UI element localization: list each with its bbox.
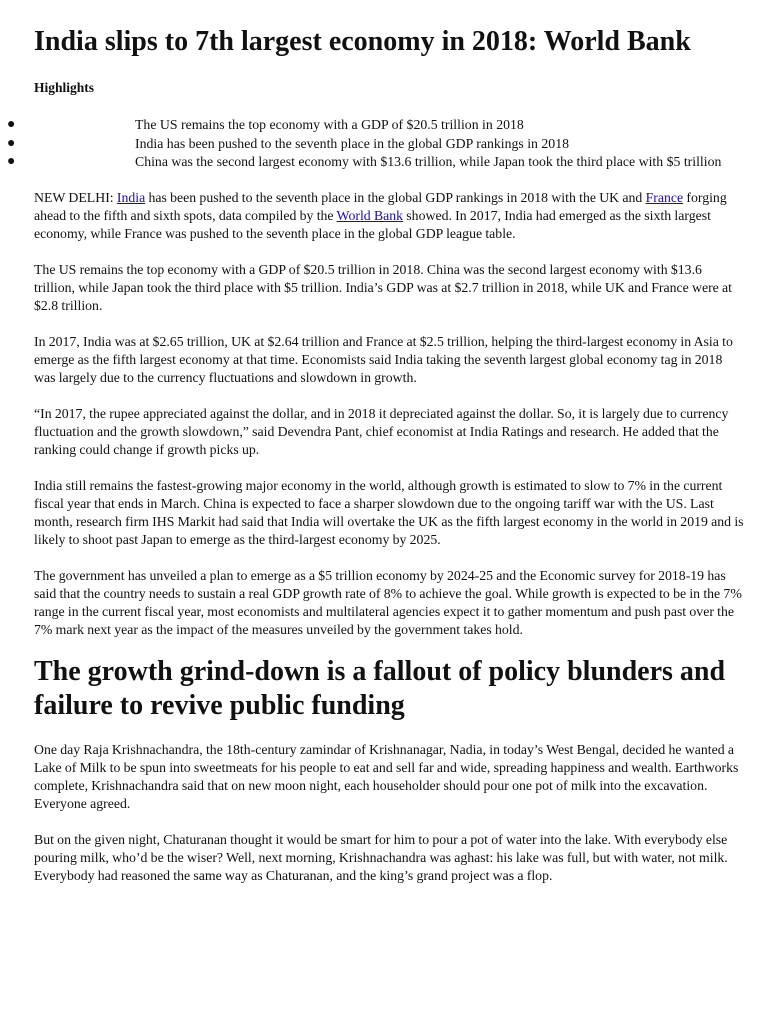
bullet-icon: ● xyxy=(7,154,16,169)
dateline: NEW DELHI: xyxy=(34,189,117,205)
section-paragraph-2: But on the given night, Chaturanan thought it would be smart for him to pour a pot of water into the lake. With everybody else pouring milk, who’d be the wiser? Well, next morning, Krishnachandra was aghast: his lake was full, but with water, not milk. Everybody had reasoned the same way as Chaturanan, and the king’s grand project was a flop. xyxy=(34,831,728,883)
highlight-text: India has been pushed to the seventh place in the global GDP rankings in 2018 xyxy=(135,135,569,151)
link-france[interactable]: France xyxy=(645,189,684,205)
highlight-text: China was the second largest economy with $13.6 trillion, while Japan took the third place with $5 trillion xyxy=(135,154,722,169)
article-paragraph-4: “In 2017, the rupee appreciated against the dollar, and in 2018 it depreciated against the dollar. So, it is largely due to currency fluctuation and the growth slowdown,” said Devendra Pant, chief economist at India Ratings and research. He added that the ranking could change if growth picks up. xyxy=(34,405,729,457)
article-paragraph-1 xyxy=(34,189,744,243)
highlight-text: The US remains the top economy with a GDP of $20.5 trillion in 2018 xyxy=(135,117,524,132)
bullet-icon: ● xyxy=(7,117,16,132)
highlight-item xyxy=(7,135,744,154)
paragraph-text: has been pushed to the seventh place in the global GDP rankings in 2018 with the UK and xyxy=(145,189,646,205)
article-paragraph-5: India still remains the fastest-growing major economy in the world, although growth is estimated to slow to 7% in the current fiscal year that ends in March. China is expected to face a sharper slowdown due to the ongoing tariff war with the US. Last month, research firm IHS Markit had said that India will overtake the UK as the fifth largest economy in the world in 2019 and is likely to shoot past Japan to emerge as the third-largest economy by 2025. xyxy=(34,477,744,547)
highlight-item xyxy=(7,116,744,135)
link-world-bank[interactable]: World Bank xyxy=(336,207,404,223)
article-paragraph-2: The US remains the top economy with a GDP of $20.5 trillion in 2018. China was the second largest economy with $13.6 trillion, while Japan took the third place with $5 trillion. India’s GDP was at $2.7 trillion in 2018, while UK and France were at $2.8 trillion. xyxy=(34,261,733,313)
bullet-icon: ● xyxy=(7,135,16,151)
highlights-list xyxy=(7,116,744,172)
link-india[interactable]: India xyxy=(116,189,146,205)
article-paragraph-6: The government has unveiled a plan to emerge as a $5 trillion economy by 2024-25 and the Economic survey for 2018-19 has said that the country needs to sustain a real GDP growth rate of 8% to achieve the goal. While growth is expected to be in the 7% range in the current fiscal year, most economists and multilateral agencies expect it to gather momentum and push past over the 7% mark next year as the impact of the measures unveiled by the government takes hold. xyxy=(34,567,742,637)
highlights-heading: Highlights xyxy=(34,80,95,95)
section-heading: The growth grind-down is a fallout of policy blunders and failure to revive public funding xyxy=(34,655,726,721)
section-paragraph-1: One day Raja Krishnachandra, the 18th-century zamindar of Krishnanagar, Nadia, in today’s West Bengal, decided he wanted a Lake of Milk to be spun into sweetmeats for his people to eat and sell far and wide, spreading happiness and wealth. Earthworks complete, Krishnachandra said that on new moon night, each householder should pour one pot of milk into the excavation. Everyone agreed. xyxy=(34,741,739,811)
article-title: India slips to 7th largest economy in 2018: World Bank xyxy=(34,26,691,57)
paragraph-text: forging ahead to the fifth and sixth spots, data compiled by the xyxy=(34,189,727,223)
article-paragraph-3: In 2017, India was at $2.65 trillion, UK at $2.64 trillion and France at $2.5 trillion, helping the third-largest economy in Asia to emerge as the fifth largest economy at that time. Economists said India taking the seventh largest global economy tag in 2018 was largely due to the currency fluctuations and slowdown in growth. xyxy=(34,333,733,385)
paragraph-text: showed. In 2017, India had emerged as the sixth largest economy, while France was pushed to the seventh place in the global GDP league table. xyxy=(34,207,711,241)
highlight-item xyxy=(7,153,744,172)
